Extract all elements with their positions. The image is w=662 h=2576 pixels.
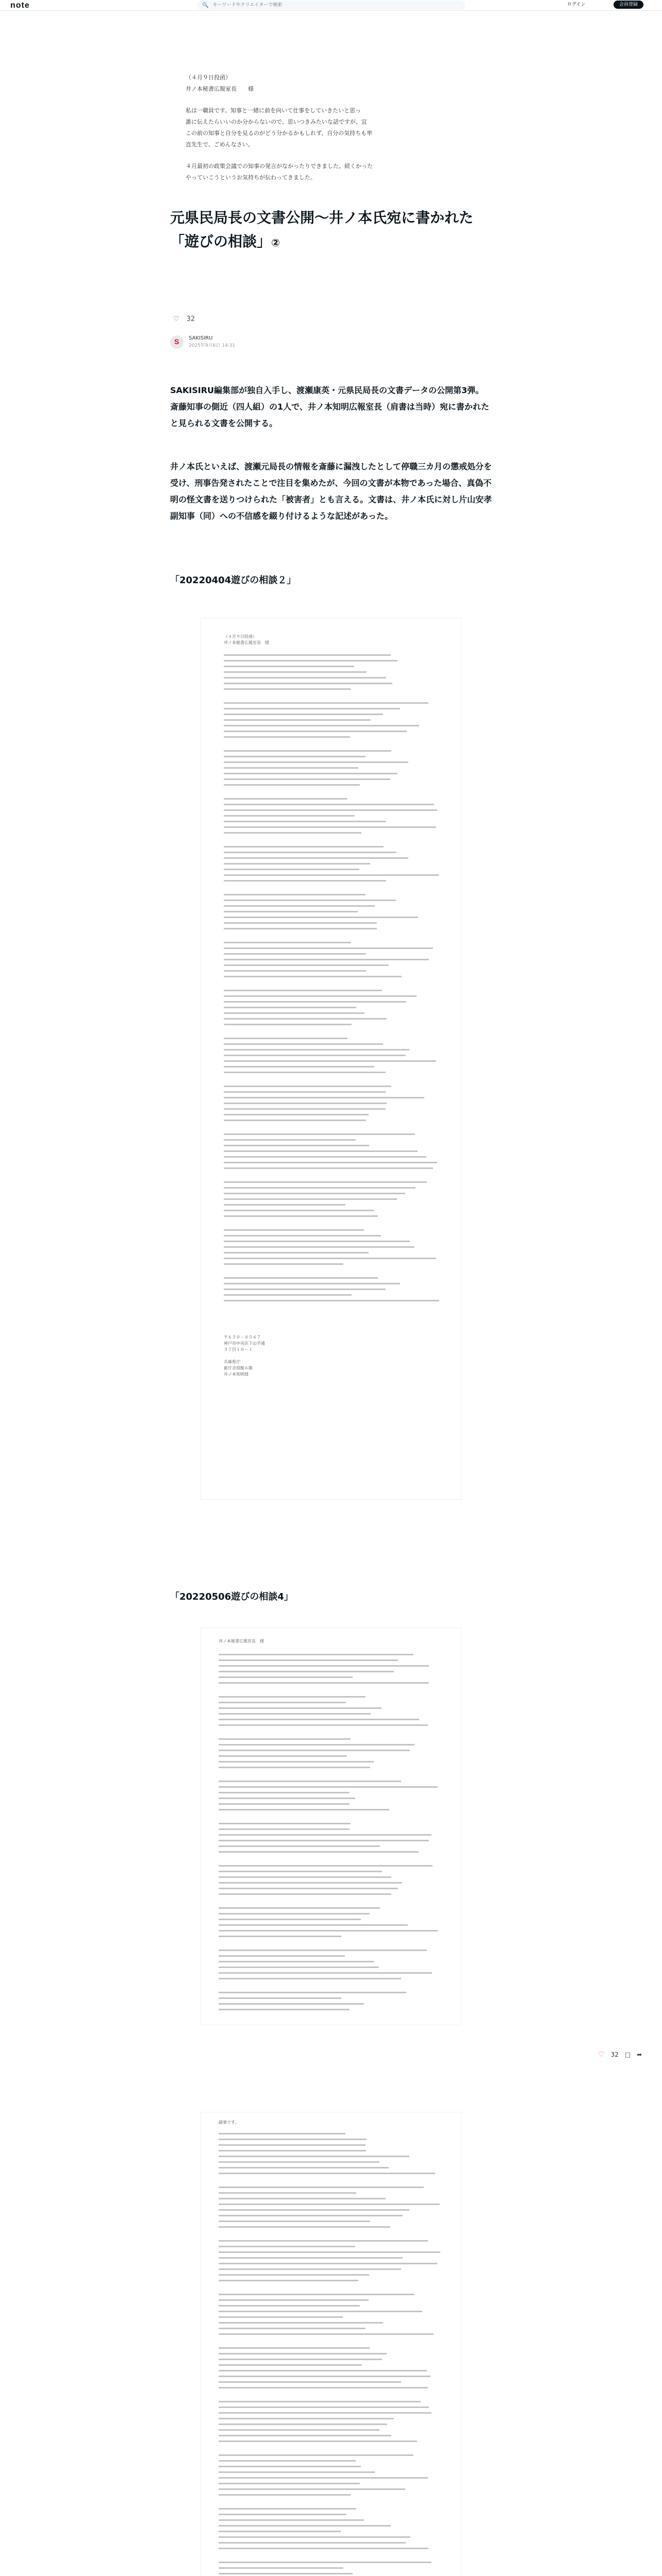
doc-text-line [219, 2488, 405, 2490]
doc-text-line [224, 671, 367, 673]
doc-text-line [224, 1066, 374, 1067]
doc-text-line [224, 1024, 352, 1025]
doc-text-line [224, 1072, 386, 1073]
intro-p2: 私は一職員です。知事と一緒に前を向いて仕事をしていきたいと思っ 誰に伝えたらいいのか分からないので、思いつきみたいな話ですが、宜 この前の知事と自分を見るのがどう分かるかもしれず、自分の気持ちも率 直先生で、ごめんなさい。 [186, 107, 373, 148]
doc-text-line [219, 2483, 360, 2484]
doc-text-line [219, 1719, 419, 1720]
doc-text-line [219, 2246, 355, 2247]
doc-text-line [224, 1187, 416, 1189]
site-header [0, 0, 662, 11]
doc-text-line [224, 911, 358, 912]
doc-text-line [219, 2454, 413, 2456]
doc-text-line [219, 1724, 428, 1726]
author-meta [189, 335, 235, 349]
doc-text-line [219, 2353, 387, 2354]
doc-text-line [219, 1792, 350, 1793]
doc-text-line [219, 1676, 353, 1678]
doc-text-line [224, 1060, 436, 1062]
doc-text-line [219, 2204, 440, 2205]
doc-text-line [224, 1018, 387, 1020]
doc-text-line [224, 708, 400, 709]
doc-text-line [219, 1713, 371, 1715]
doc-text-line [224, 905, 375, 907]
doc-text-line [219, 1919, 361, 1920]
doc-text-line [224, 976, 402, 977]
doc-text-line [219, 1876, 391, 1878]
doc-text-line [219, 1961, 374, 1962]
doc-text-line [219, 1767, 370, 1768]
doc-text-line [219, 2364, 362, 2366]
doc-text-line [219, 2429, 379, 2431]
doc-text-line [224, 894, 366, 895]
doc-text-line [224, 1156, 426, 1158]
doc-text-line [224, 953, 366, 955]
doc-text-line [219, 1659, 398, 1661]
doc-text-line [219, 2333, 434, 2335]
doc-text-line [219, 1913, 370, 1914]
doc-text-line [219, 1761, 374, 1762]
doc-text-line [224, 666, 354, 667]
document-image-a [201, 618, 461, 1499]
doc-text-line [224, 1167, 433, 1169]
doc-text-line [219, 1707, 382, 1709]
doc-text-line [224, 1258, 436, 1259]
doc-text-line [219, 1702, 346, 1703]
doc-text-line [219, 2215, 403, 2216]
section-heading-2: 「20220506遊びの相談4」 [170, 1591, 293, 1602]
doc-text-line [224, 1038, 347, 1039]
doc-text-line [224, 1229, 364, 1231]
heart-icon[interactable]: ♡ [173, 315, 179, 323]
doc-text-line [224, 660, 398, 662]
doc-text-line [224, 778, 390, 780]
doc-text-line [219, 1888, 398, 1889]
likes-count: 32 [186, 315, 195, 323]
doc-text-line [219, 2251, 440, 2253]
doc-text-line [219, 1871, 382, 1872]
doc-text-line [219, 1786, 438, 1788]
doc-text-line [219, 1845, 380, 1847]
doc-text-line [219, 2406, 429, 2408]
doc-text-line [219, 2221, 370, 2222]
document-image-b [201, 1628, 461, 2025]
doc-text-line [219, 2209, 409, 2211]
doc-text-line [224, 1145, 369, 1146]
doc-text-line [219, 1828, 350, 1830]
doc-text-line [219, 2167, 389, 2168]
doc-text-line [219, 1654, 413, 1655]
doc-text-line [219, 2316, 343, 2318]
doc-text-line [219, 2466, 361, 2467]
signup-button[interactable]: 会員登録 [614, 1, 643, 9]
doc-text-line [219, 2322, 383, 2324]
doc-text-line [224, 773, 398, 774]
doc-text-line [224, 1198, 397, 1200]
doc-text-line [224, 1289, 386, 1290]
doc-a-header: （４月９日投函） 井ノ本秘書広報室長 様 [224, 634, 269, 645]
doc-text-line [219, 1798, 355, 1799]
doc-text-line [219, 2311, 422, 2312]
post-date: 2025年9月6日 14:31 [189, 343, 236, 348]
doc-text-line [219, 1840, 429, 1841]
doc-text-line [224, 1162, 437, 1163]
doc-text-line [219, 2525, 391, 2527]
doc-text-line [219, 2173, 435, 2174]
doc-text-line [224, 1193, 405, 1194]
doc-text-line [219, 1803, 350, 1805]
share-icon[interactable]: ➦ [637, 2051, 642, 2058]
doc-text-line [224, 1086, 391, 1087]
doc-text-line [224, 1150, 418, 1152]
login-button[interactable]: ログイン [567, 2, 586, 7]
doc-c-header: 副事です。 [219, 2120, 239, 2125]
doc-text-line [219, 2240, 428, 2242]
document-image-c [201, 2112, 461, 2576]
doc-text-line [219, 1809, 389, 1810]
doc-text-line [219, 1671, 394, 1672]
section-heading-1: 「20220404遊びの相談２」 [170, 575, 296, 586]
search-icon: 🔍 [202, 2, 209, 8]
doc-text-line [224, 1204, 345, 1206]
doc-text-line [224, 815, 355, 817]
doc-text-line [219, 1972, 432, 1974]
doc-text-line [224, 1252, 369, 1253]
doc-text-line [224, 970, 366, 972]
doc-text-line [219, 2381, 401, 2383]
doc-text-line [224, 880, 386, 882]
doc-text-line [219, 1682, 429, 1684]
doc-text-line [219, 2514, 346, 2515]
doc-text-line [224, 683, 392, 684]
article-title [170, 206, 492, 255]
doc-text-line [219, 2328, 366, 2329]
doc-text-line [224, 761, 408, 763]
doc-text-line [224, 959, 429, 960]
doc-text-line [224, 767, 358, 769]
doc-text-line [224, 869, 359, 870]
doc-text-line [224, 1300, 439, 1301]
doc-text-line [224, 1091, 386, 1093]
doc-text-line [219, 2144, 366, 2146]
doc-text-line [224, 832, 361, 834]
doc-text-line [224, 947, 433, 949]
doc-text-line [219, 1967, 379, 1968]
doc-text-line [219, 1696, 366, 1698]
doc-text-line [224, 1108, 386, 1110]
doc-text-line [224, 804, 434, 805]
doc-text-line [219, 2542, 406, 2544]
doc-text-line [224, 1055, 406, 1056]
doc-text-line [219, 2187, 424, 2188]
doc-text-line [219, 2387, 428, 2388]
doc-text-line [219, 1930, 438, 1931]
doc-text-line [224, 719, 371, 721]
doc-text-line [224, 826, 436, 828]
doc-text-line [219, 1834, 432, 1836]
doc-text-line [219, 1781, 401, 1782]
doc-text-line [219, 2418, 394, 2419]
doc-text-line [224, 1133, 415, 1135]
doc-text-line [224, 750, 391, 752]
intro-p3: ４月最初の政策会議での知事の発言がなかったりできました。続くかった やっていこうというお気持ちが伝わってきました。 [186, 163, 373, 181]
doc-text-line [219, 1950, 427, 1951]
doc-text-line [224, 702, 428, 704]
doc-text-line [224, 863, 370, 865]
doc-text-line [219, 2548, 428, 2549]
doc-text-line [224, 1246, 415, 1248]
doc-text-line [219, 2156, 409, 2157]
body-paragraph-1: SAKISIRU編集部が独自入手し、渡瀬康英・元県民局長の文書データの公開第3弾。斎藤知事の側近（四人組）の1人で、井ノ本知明広報室長（肩書は当時）宛に書かれたと見られる文書を公開する。 [170, 385, 489, 428]
doc-text-line [219, 1823, 351, 1824]
doc-text-line [224, 964, 389, 966]
action-likes-count: 32 [610, 2051, 619, 2058]
doc-text-line [219, 2573, 353, 2574]
doc-text-line [219, 2477, 428, 2479]
search-input[interactable] [211, 2, 445, 8]
doc-text-line [224, 852, 396, 853]
doc-text-line [219, 2263, 437, 2264]
doc-text-line [224, 846, 384, 848]
doc-text-line [224, 1012, 365, 1014]
doc-text-line [224, 725, 419, 726]
floating-action-bar [598, 2050, 642, 2059]
doc-text-line [224, 1103, 387, 1104]
doc-text-line [219, 2139, 367, 2140]
doc-text-line [224, 1120, 366, 1121]
doc-text-line [219, 2424, 387, 2425]
doc-text-line [224, 731, 407, 732]
doc-text-line [224, 917, 418, 918]
doc-text-line [219, 2412, 432, 2414]
doc-text-line [224, 922, 377, 924]
doc-text-line [224, 1097, 424, 1098]
article-title-text: 元県民局長の文書公開〜井ノ本氏宛に書かれた「遊びの相談」 [170, 209, 474, 250]
doc-text-line [219, 2003, 364, 2005]
doc-text-line [219, 1955, 345, 1957]
doc-text-line [224, 654, 391, 656]
doc-text-line [219, 2347, 370, 2349]
doc-text-line [219, 1882, 402, 1884]
intro-p1: （４月９日投函） 井ノ本秘書広報室長 様 [186, 74, 254, 92]
likes-row [173, 315, 195, 323]
doc-text-line [224, 736, 350, 738]
author-row[interactable] [170, 335, 235, 349]
like-icon[interactable]: ♡ [598, 2050, 605, 2059]
doc-text-line [219, 2567, 343, 2569]
doc-text-line [224, 1049, 409, 1050]
doc-text-line [224, 990, 382, 991]
doc-text-line [224, 1007, 356, 1008]
doc-text-line [219, 2359, 382, 2360]
doc-text-line [219, 2531, 341, 2532]
body-paragraph-2: 井ノ本氏といえば、渡瀬元局長の情報を斎藤に漏洩したとして停職三カ月の懲戒処分を受け、刑事告発されたことで注目を集めたが、今回の文書が本物であった場合、真偽不明の怪文書を送りつけられた「被害者」とも言える。文書は、井ノ本氏に対し片山安孝副知事（同）への不信感を綴り付けるような記述があった。 [170, 462, 492, 521]
note-logo[interactable]: note [10, 1, 30, 10]
doc-text-line [224, 1139, 356, 1141]
doc-text-line [224, 1283, 400, 1284]
doc-text-line [219, 2370, 427, 2371]
doc-text-line [224, 1294, 352, 1296]
doc-text-line [219, 2471, 375, 2473]
doc-text-line [219, 2226, 390, 2228]
doc-text-line [224, 1235, 381, 1236]
doc-text-line [224, 874, 439, 876]
doc-text-line [224, 1001, 406, 1003]
doc-text-line [224, 1043, 383, 1045]
doc-text-line [224, 1277, 378, 1279]
doc-text-line [224, 1215, 378, 1217]
avatar[interactable] [170, 335, 184, 349]
doc-text-line [219, 1907, 380, 1909]
doc-text-line [219, 1936, 341, 1937]
doc-text-line [219, 2376, 431, 2377]
doc-text-line [219, 2299, 369, 2301]
doc-text-line [219, 2268, 401, 2270]
doc-text-line [219, 2536, 410, 2538]
doc-text-line [224, 1114, 369, 1115]
doc-text-line [219, 2401, 421, 2402]
doc-text-line [224, 1263, 343, 1265]
article-title-suffix: ② [271, 236, 280, 249]
doc-text-line [224, 688, 351, 690]
author-name[interactable]: SAKISIRU [189, 335, 213, 341]
doc-text-line [219, 2161, 379, 2163]
doc-text-line [224, 798, 347, 800]
intro-letter [186, 72, 476, 194]
doc-text-line [219, 1992, 406, 1993]
doc-text-line [219, 2150, 366, 2151]
doc-text-line [224, 714, 383, 715]
comment-icon[interactable]: □ [624, 2051, 631, 2058]
doc-text-line [219, 2494, 351, 2496]
doc-text-line [219, 1738, 351, 1740]
doc-text-line [224, 677, 386, 679]
doc-text-line [219, 2257, 403, 2259]
sakisiru-logo-icon: S [174, 337, 179, 346]
doc-text-line [219, 2519, 364, 2521]
doc-text-line [224, 809, 437, 811]
doc-text-line [219, 1924, 408, 1926]
doc-text-line [219, 2192, 356, 2194]
doc-text-line [219, 2198, 386, 2199]
doc-text-line [219, 1997, 341, 1999]
doc-text-line [224, 857, 408, 859]
doc-text-line [224, 995, 417, 997]
doc-text-line [219, 1744, 415, 1745]
doc-text-line [219, 2009, 350, 2010]
doc-text-line [219, 1750, 410, 1751]
doc-text-line [224, 756, 366, 757]
doc-text-line [219, 1978, 401, 1979]
doc-text-line [219, 2460, 356, 2462]
doc-text-line [224, 784, 360, 786]
doc-text-line [224, 1241, 410, 1242]
search-bar[interactable] [197, 1, 465, 10]
doc-a-footer: 〒６５０－８５６７ 神戸市中央区下山手通 ５丁目１０－１ 兵庫県庁 新庁舎別館６階 井ノ本知明様 [224, 1335, 265, 1377]
doc-text-line [219, 2274, 369, 2276]
doc-text-line [219, 1665, 429, 1667]
doc-text-line [219, 2508, 356, 2510]
doc-text-line [219, 2562, 432, 2563]
doc-text-line [224, 1181, 427, 1183]
doc-text-line [224, 821, 386, 822]
doc-text-line [219, 1865, 433, 1867]
doc-text-line [219, 2435, 391, 2436]
doc-text-line [224, 1210, 374, 1211]
doc-b-header: 井ノ本秘書広報室長 様 [219, 1639, 264, 1643]
doc-text-line [219, 2305, 360, 2307]
doc-text-line [224, 928, 377, 929]
doc-text-line [219, 2441, 417, 2442]
doc-text-line [219, 2280, 358, 2281]
doc-text-line [219, 2294, 415, 2295]
doc-text-line [219, 1893, 391, 1895]
doc-text-line [219, 1755, 347, 1757]
doc-text-line [219, 2133, 345, 2134]
doc-text-line [224, 900, 396, 901]
doc-text-line [224, 942, 351, 943]
doc-text-line [219, 1851, 419, 1853]
